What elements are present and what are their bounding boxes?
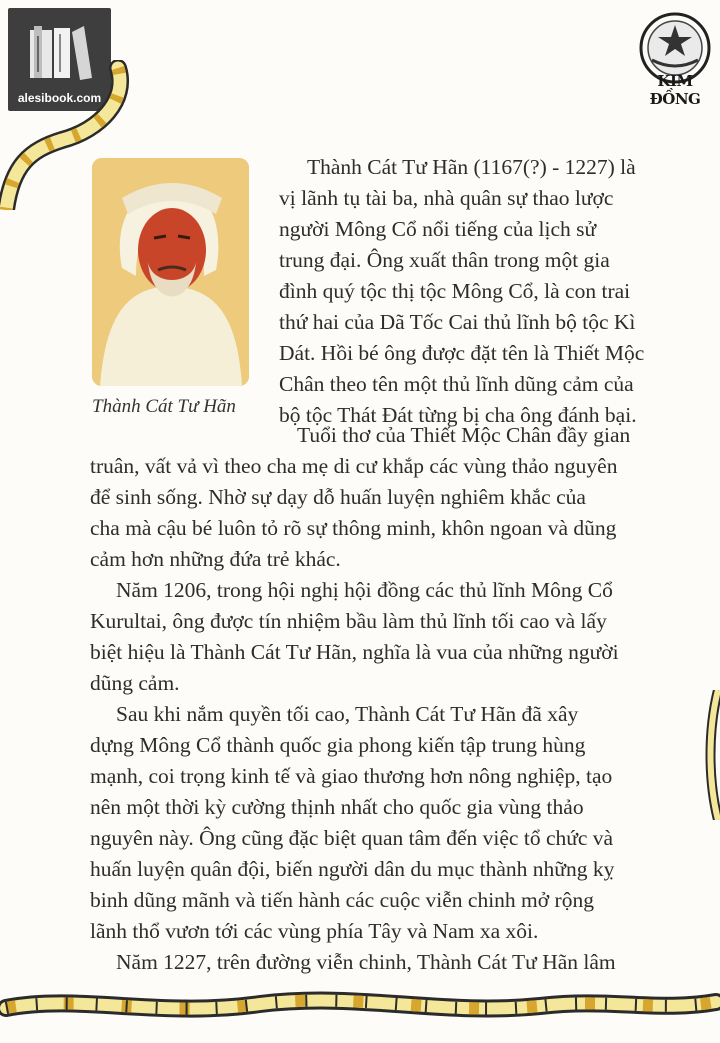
text-line: dũng cảm.	[90, 671, 180, 695]
text-line: Năm 1227, trên đường viễn chinh, Thành Cát Tư Hãn lâm	[116, 950, 616, 974]
watermark-site: alesibook.com	[17, 91, 102, 105]
text-line: thứ hai của Dã Tốc Cai thủ lĩnh bộ tộc Kì	[279, 310, 636, 334]
text-line: lãnh thổ vươn tới các vùng phía Tây và Nam xa xôi.	[90, 919, 539, 943]
portrait-figure	[92, 158, 249, 386]
text-line: trung đại. Ông xuất thân trong một gia	[279, 248, 610, 272]
text-line: bộ tộc Thát Đát từng bị cha ông đánh bại.	[279, 403, 637, 427]
text-line: Chân theo tên một thủ lĩnh dũng cảm của	[279, 372, 634, 396]
portrait-caption: Thành Cát Tư Hãn	[92, 396, 236, 417]
text-line: người Mông Cổ nổi tiếng của lịch sử	[279, 217, 597, 241]
text-line: Dát. Hồi bé ông được đặt tên là Thiết Mộc	[279, 341, 645, 365]
text-line: mạnh, coi trọng kinh tế và giao thương hơn nông nghiệp, tạo	[90, 764, 613, 788]
publisher-logo	[632, 8, 718, 108]
text-line: cảm hơn những đứa trẻ khác.	[90, 547, 341, 571]
text-line: Năm 1206, trong hội nghị hội đồng các thủ lĩnh Mông Cổ	[116, 578, 613, 602]
text-line: dựng Mông Cổ thành quốc gia phong kiến tập trung hùng	[90, 733, 586, 757]
decorative-ribbon-bottom	[0, 988, 720, 1028]
text-line: cha mà cậu bé luôn tỏ rõ sự thông minh, khôn ngoan và dũng	[90, 516, 617, 540]
publisher-name: KIM ĐỒNG	[649, 72, 701, 108]
text-line: Kurultai, ông được tín nhiệm bầu làm thủ lĩnh tối cao và lấy	[90, 609, 607, 633]
decorative-ribbon-right	[700, 690, 720, 820]
text-line: Sau khi nắm quyền tối cao, Thành Cát Tư Hãn đã xây	[116, 702, 579, 726]
body-text	[90, 420, 697, 978]
text-line: truân, vất vả vì theo cha mẹ di cư khắp các vùng thảo nguyên	[90, 454, 618, 478]
text-line: để sinh sống. Nhờ sự dạy dỗ huấn luyện nghiêm khắc của	[90, 485, 586, 509]
text-line: huấn luyện quân đội, biến người dân du mục thành những kỵ	[90, 857, 615, 881]
text-line: nên một thời kỳ cường thịnh nhất cho quốc gia vùng thảo	[90, 795, 584, 819]
text-line: vị lãnh tụ tài ba, nhà quân sự thao lược	[279, 186, 614, 210]
intro-paragraph	[279, 152, 697, 431]
text-line: biệt hiệu là Thành Cát Tư Hãn, nghĩa là vua của những người	[90, 640, 619, 664]
text-line: nguyên này. Ông cũng đặc biệt quan tâm đến việc tổ chức và	[90, 826, 614, 850]
portrait-image	[92, 158, 249, 386]
text-line: binh dũng mãnh và tiến hành các cuộc viễn chinh mở rộng	[90, 888, 594, 912]
text-line: đình quý tộc thị tộc Mông Cổ, là con trai	[279, 279, 631, 303]
text-line: Thành Cát Tư Hãn (1167(?) - 1227) là	[307, 155, 636, 179]
text-line: Tuổi thơ của Thiết Mộc Chân đầy gian	[297, 423, 631, 447]
